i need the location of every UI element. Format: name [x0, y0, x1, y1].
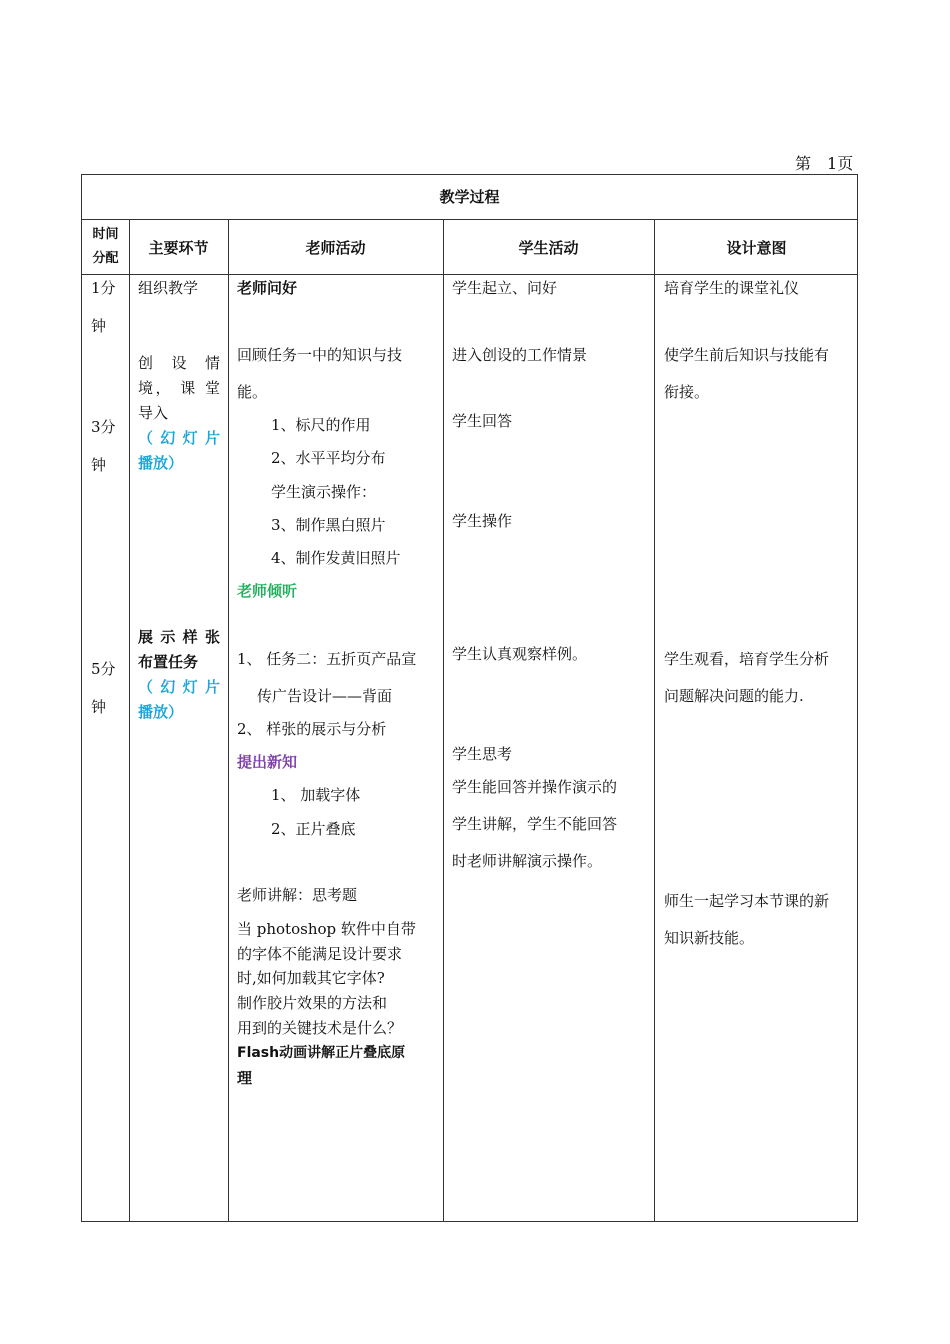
header-stage: 主要环节	[148, 238, 209, 257]
teacher-activity: 能。	[237, 383, 268, 401]
teacher-activity: 当 photoshop 软件中自带	[237, 920, 416, 938]
teacher-activity: 时,如何加载其它字体?	[237, 969, 385, 987]
teacher-activity: 老师问好	[237, 279, 298, 297]
stage-label: 创 设 情	[138, 354, 220, 372]
teacher-activity-highlight: 提出新知	[237, 753, 298, 771]
design-intent: 问题解决问题的能力.	[664, 687, 804, 705]
student-activity: 时老师讲解演示操作。	[452, 852, 603, 870]
design-intent: 师生一起学习本节课的新	[664, 892, 830, 910]
teacher-activity: 学生演示操作：	[271, 483, 377, 501]
student-activity: 学生认真观察样例。	[452, 645, 588, 663]
header-student: 学生活动	[518, 238, 579, 257]
teacher-activity: 2、 样张的展示与分析	[237, 720, 387, 738]
design-intent: 培育学生的课堂礼仪	[664, 279, 800, 297]
header-time-line1: 时间	[92, 227, 119, 242]
stage-note: 播放）	[138, 454, 184, 472]
time-label: 5分	[91, 660, 116, 678]
page-number-prefix: 第	[795, 154, 812, 173]
stage-label: 组织教学	[138, 279, 199, 297]
stage-label: 境， 课 堂	[138, 379, 220, 397]
student-activity: 学生操作	[452, 512, 513, 530]
teacher-activity: 回顾任务一中的知识与技	[237, 346, 403, 364]
stage-note: （ 幻 灯 片	[138, 678, 220, 696]
stage-note: 播放）	[138, 703, 184, 721]
teacher-activity: 制作胶片效果的方法和	[237, 994, 388, 1012]
time-label: 钟	[91, 317, 107, 335]
teacher-activity: 理	[237, 1069, 253, 1087]
header-design: 设计意图	[726, 238, 787, 257]
divider	[654, 219, 655, 1221]
student-activity: 学生思考	[452, 745, 513, 763]
design-intent: 知识新技能。	[664, 929, 755, 947]
student-activity: 学生能回答并操作演示的	[452, 778, 618, 796]
teacher-activity: 传广告设计——背面	[257, 687, 393, 705]
time-label: 钟	[91, 456, 107, 474]
design-intent: 衔接。	[664, 383, 710, 401]
teacher-activity: 2、水平平均分布	[271, 449, 386, 467]
stage-note: （ 幻 灯 片	[138, 429, 220, 447]
divider	[129, 219, 130, 1221]
time-label: 1分	[91, 279, 116, 297]
stage-label: 展 示 样 张	[138, 628, 220, 646]
page-number	[795, 151, 853, 174]
teacher-activity: 老师讲解：思考题	[237, 886, 358, 904]
student-activity: 学生回答	[452, 412, 513, 430]
design-intent: 使学生前后知识与技能有	[664, 346, 830, 364]
header-time-line2: 分配	[92, 251, 119, 266]
teacher-activity: 3、制作黑白照片	[271, 516, 386, 534]
header-teacher: 老师活动	[305, 238, 366, 257]
stage-label: 导入	[138, 404, 169, 422]
divider	[228, 219, 229, 1221]
teacher-activity: 1、标尺的作用	[271, 416, 371, 434]
time-label: 钟	[91, 698, 107, 716]
teacher-activity: 1、 任务二：五折页产品宣	[237, 650, 417, 668]
teacher-activity: 2、正片叠底	[271, 820, 356, 838]
student-activity: 学生讲解，学生不能回答	[452, 815, 618, 833]
stage-label: 布置任务	[138, 653, 199, 671]
divider	[443, 219, 444, 1221]
teaching-process-table	[81, 174, 858, 1222]
header-time	[82, 220, 129, 274]
teacher-activity-highlight: 老师倾听	[237, 582, 298, 600]
student-activity: 进入创设的工作情景	[452, 346, 588, 364]
teacher-activity: Flash动画讲解正片叠底原	[237, 1045, 406, 1061]
teacher-activity: 4、制作发黄旧照片	[271, 549, 401, 567]
teacher-activity: 用到的关键技术是什么？	[237, 1019, 403, 1037]
time-label: 3分	[91, 418, 116, 436]
teacher-activity: 的字体不能满足设计要求	[237, 945, 403, 963]
teacher-activity: 1、 加载字体	[271, 786, 361, 804]
student-activity: 学生起立、问好	[452, 279, 558, 297]
divider	[82, 274, 857, 275]
table-title: 教学过程	[439, 188, 500, 206]
design-intent: 学生观看，培育学生分析	[664, 650, 830, 668]
page-number-value: 1页	[827, 154, 854, 173]
